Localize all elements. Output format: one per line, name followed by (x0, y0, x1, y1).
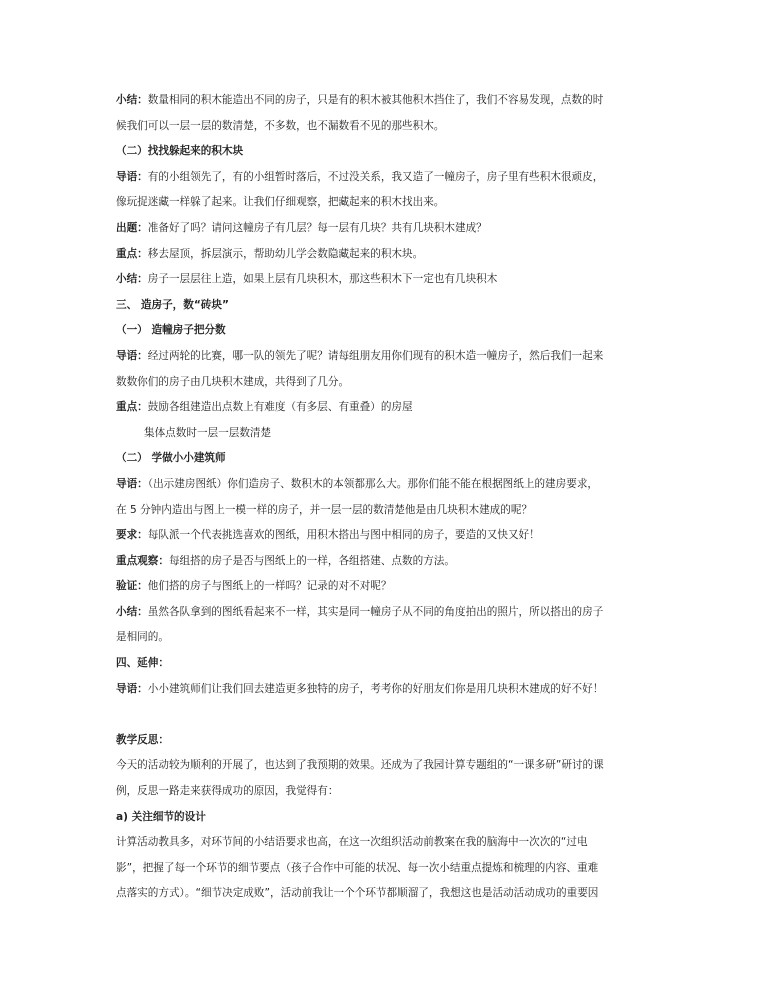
verify-label: 验证： (116, 580, 148, 593)
verify-text: 他们搭的房子与图纸上的一样吗？记录的对不对呢？ (147, 580, 392, 593)
section-heading: （二）找找躲起来的积木块 (116, 145, 244, 158)
blank-line (116, 702, 662, 728)
verify-line (116, 574, 662, 600)
subsection-heading: （一） 造幢房子把分数 (116, 324, 226, 337)
document-page (116, 88, 662, 907)
requirement-label: 要求： (116, 529, 148, 542)
focus-label: 重点： (116, 401, 148, 414)
intro-label: 导语： (116, 170, 148, 183)
intro-text: 有的小组领先了，有的小组暂时落后，不过没关系，我又造了一幢房子，房子里有些积木很顽皮， (147, 170, 604, 183)
intro-line: 像玩捉迷藏一样躲了起来。让我们仔细观察，把藏起来的积木找出来。 (116, 196, 445, 209)
focus-extra-line: 集体点数时一层一层数清楚 (144, 426, 272, 439)
focus-text: 鼓励各组建造出点数上有难度（有多层、有重叠）的房屋 (147, 401, 413, 414)
intro-line (116, 165, 662, 191)
summary-text: 虽然各队拿到的图纸看起来不一样，其实是同一幢房子从不同的角度拍出的照片，所以搭出的房子 (147, 605, 604, 618)
question-line (116, 216, 662, 242)
summary-line: 候我们可以一层一层的数清楚，不多数，也不漏数看不见的那些积木。 (116, 119, 445, 132)
question-text: 准备好了吗？请问这幢房子有几层？每一层有几块？共有几块积木建成？ (147, 221, 487, 234)
subsection-heading: （二） 学做小小建筑师 (116, 452, 226, 465)
requirement-line (116, 523, 662, 549)
question-label: 出题： (116, 221, 148, 234)
summary-line (116, 267, 662, 293)
summary-line (116, 88, 662, 114)
intro-text: （出示建房图纸）你们造房子、数积木的本领都那么大。那你们能不能在根据图纸上的建房要求， (147, 477, 599, 490)
intro-label: 导语： (116, 349, 148, 362)
requirement-text: 每队派一个代表挑选喜欢的图纸，用积木搭出与图中相同的房子，要造的又快又好！ (147, 529, 540, 542)
reflection-heading: 教学反思： (116, 733, 169, 746)
observation-label: 重点观察： (116, 554, 169, 567)
intro-line (116, 677, 662, 703)
section-heading: 四、延伸： (116, 657, 169, 670)
intro-line (116, 344, 662, 370)
body-line: 点落实的方式）。“细节决定成败”，活动前我让一个个环节都顺溜了，我想这也是活动活动成功的重要因 (116, 887, 599, 900)
body-line: 今天的活动较为顺利的开展了，也达到了我预期的效果。还成为了我园计算专题组的“一课多研”研讨的课 (116, 759, 604, 772)
focus-line (116, 242, 662, 268)
intro-text: 经过两轮的比赛，哪一队的领先了呢？请每组朋友用你们现有的积木造一幢房子，然后我们一起来 (147, 349, 604, 362)
summary-text: 数量相同的积木能造出不同的房子，只是有的积木被其他积木挡住了，我们不容易发现，点数的时 (147, 94, 604, 106)
point-heading: a) 关注细节的设计 (116, 810, 206, 823)
summary-text: 房子一层层往上造，如果上层有几块积木，那这些积木下一定也有几块积木 (147, 273, 498, 286)
summary-label: 小结： (116, 605, 148, 618)
focus-text: 移去屋顶，拆层演示，帮助幼儿学会数隐藏起来的积木块。 (147, 247, 424, 260)
intro-text: 小小建筑师们让我们回去建造更多独特的房子，考考你的好朋友们你是用几块积木建成的好不好！ (147, 682, 604, 695)
body-line: 计算活动教具多，对环节间的小结语要求也高，在这一次组织活动前教案在我的脑海中一次次的“过电 (116, 836, 588, 849)
summary-label: 小结： (116, 273, 148, 286)
summary-label: 小结： (116, 94, 148, 106)
focus-label: 重点： (116, 247, 148, 260)
focus-line (116, 395, 662, 421)
intro-line (116, 472, 662, 498)
summary-line: 是相同的。 (116, 631, 169, 644)
intro-label: 导语： (116, 682, 148, 695)
summary-line (116, 600, 662, 626)
intro-line: 在 5 分钟内造出与图上一模一样的房子，并一层一层的数清楚他是由几块积木建成的呢？ (116, 503, 533, 516)
body-line: 例，反思一路走来获得成功的原因，我觉得有： (116, 785, 339, 798)
intro-label: 导语： (116, 477, 148, 490)
observation-text: 每组搭的房子是否与图纸上的一样，各组搭建、点数的方法。 (168, 554, 455, 567)
body-line: 影”，把握了每一个环节的细节要点（孩子合作中可能的状况、每一次小结重点提炼和梳理的内容、重难 (116, 861, 599, 874)
observation-line (116, 549, 662, 575)
intro-line: 数数你们的房子由几块积木建成，共得到了几分。 (116, 375, 350, 388)
section-heading: 三、 造房子，数“砖块” (116, 298, 229, 311)
